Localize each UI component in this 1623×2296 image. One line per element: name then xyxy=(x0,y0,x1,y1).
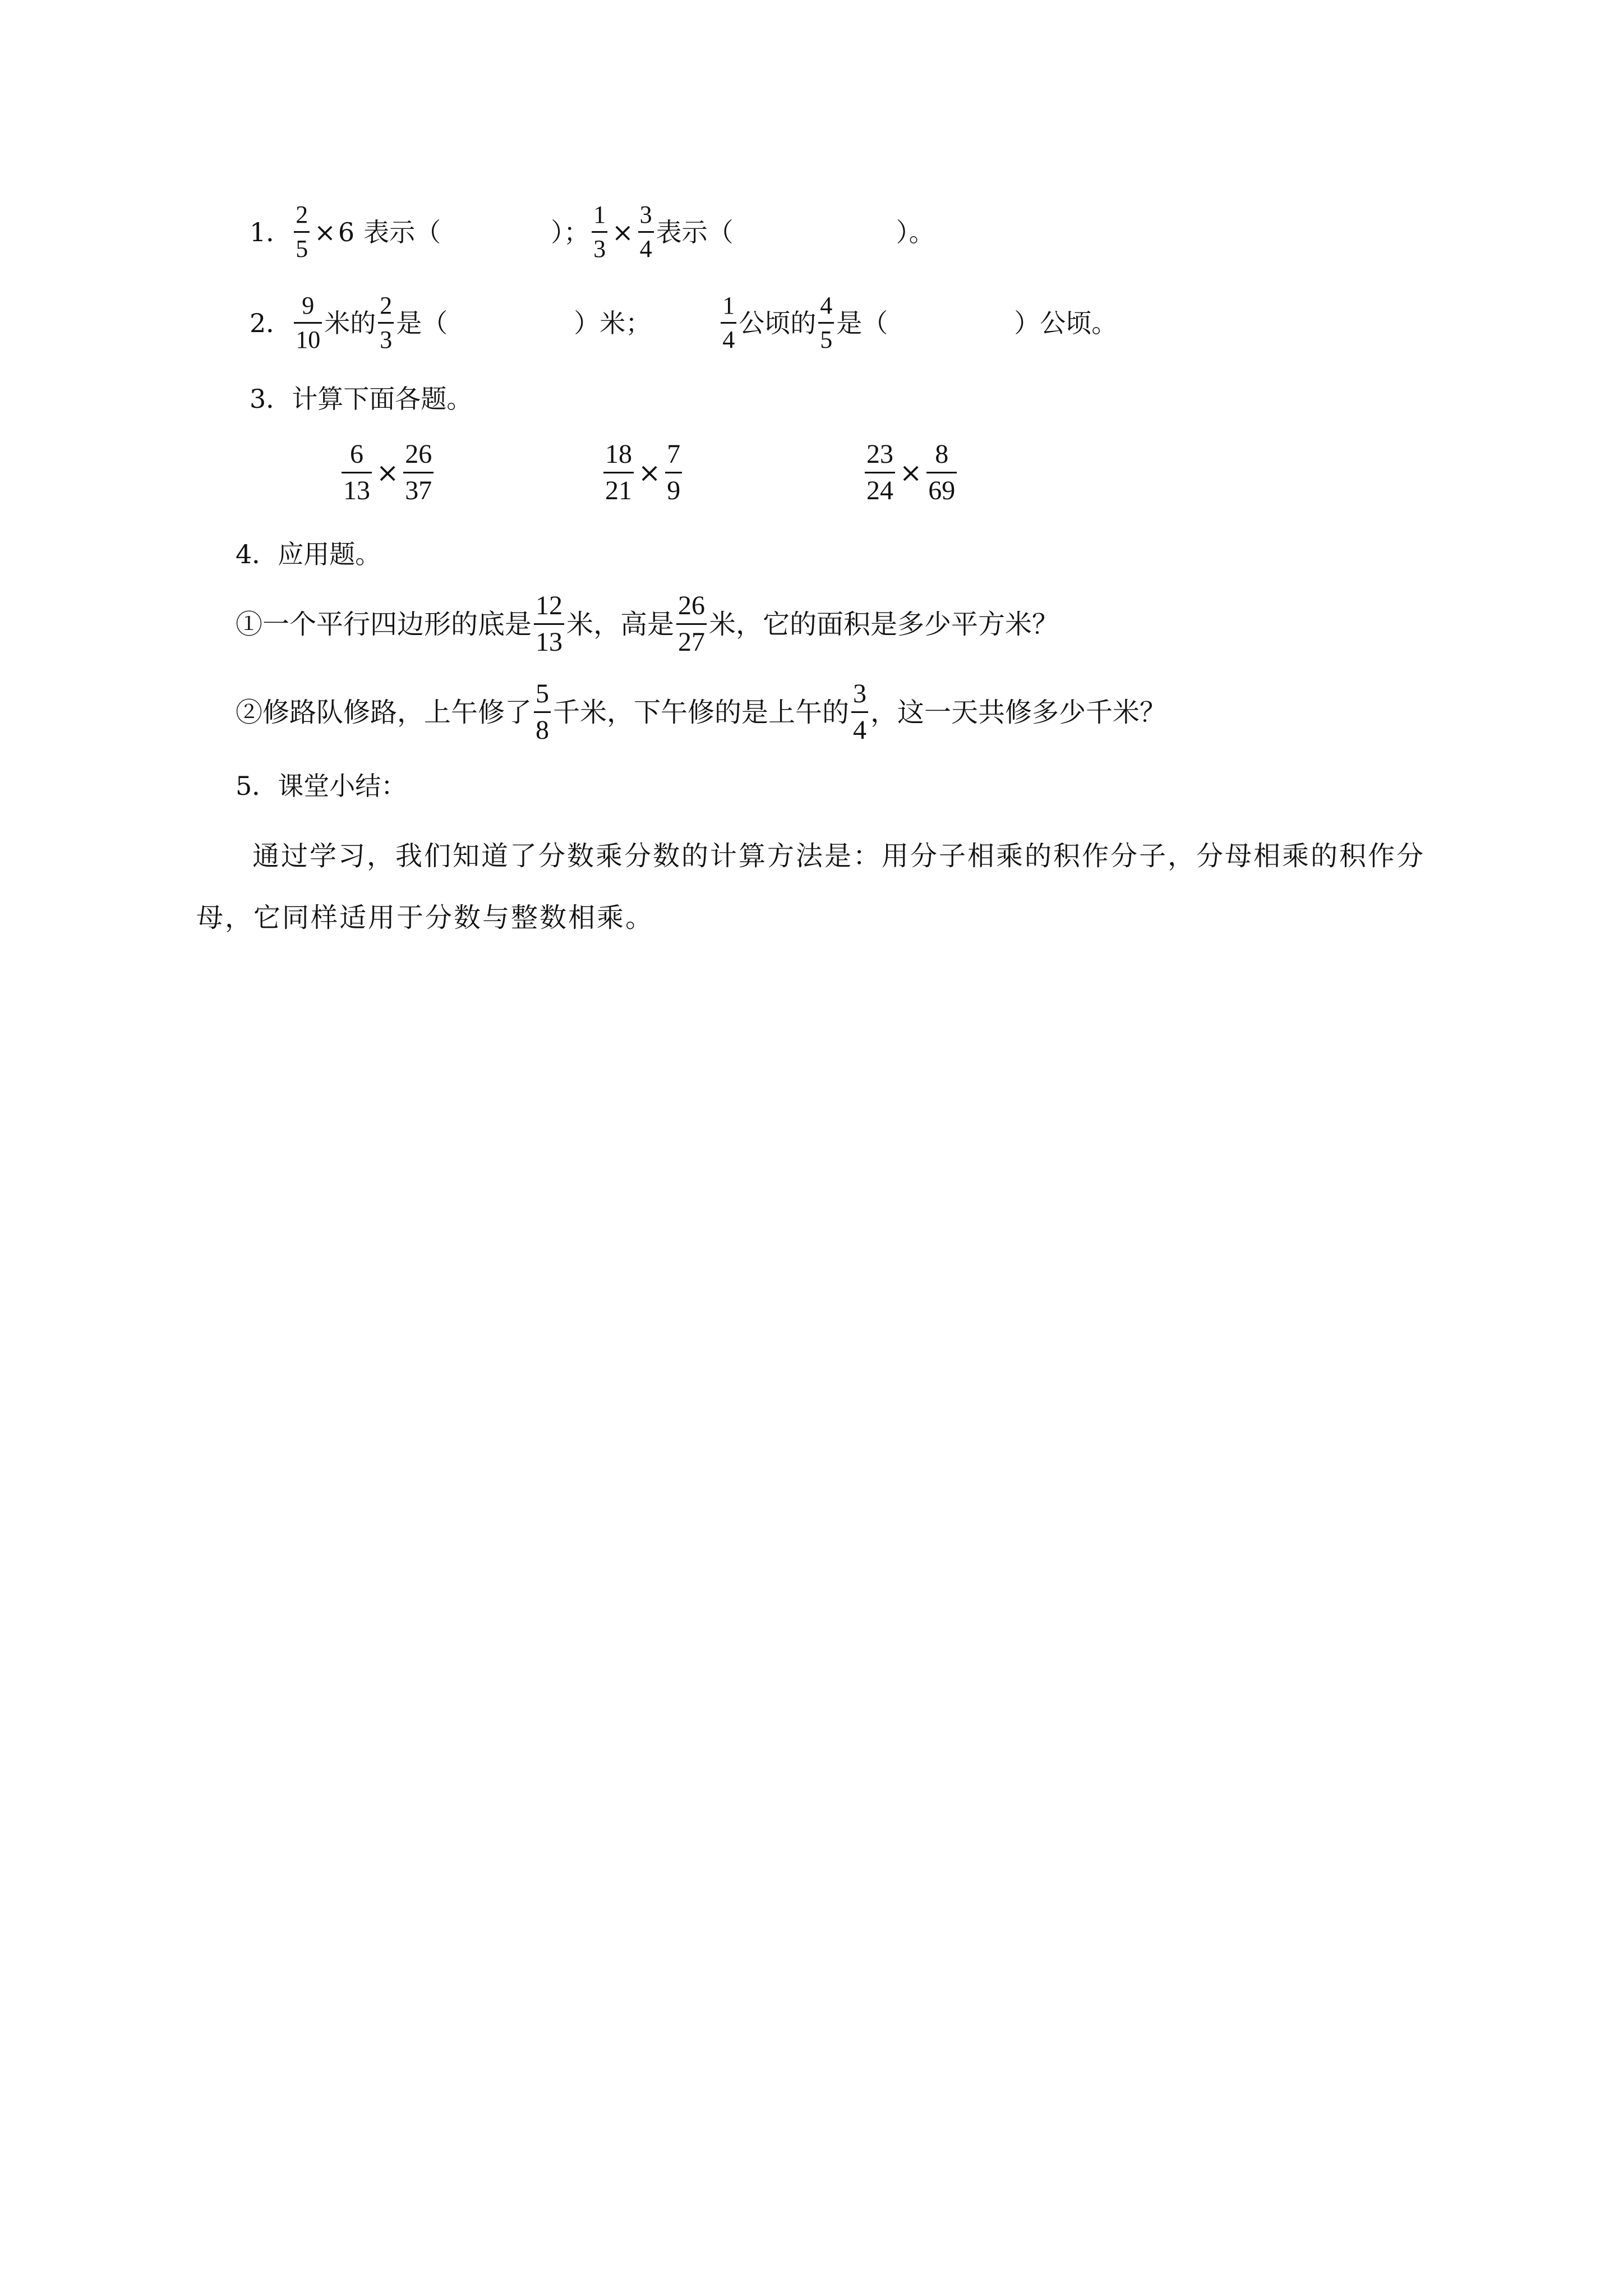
fraction: $\frac{2}{3}$ xyxy=(378,293,394,353)
fraction: $\frac{2}{5}$ xyxy=(294,202,310,262)
fraction: $\frac{8}{69}$ xyxy=(926,440,957,505)
calc-item-2 xyxy=(601,440,684,505)
whole-number: 6 xyxy=(338,217,355,247)
fraction: $\frac{6}{13}$ xyxy=(342,440,372,505)
fraction: $\frac{3}{4}$ xyxy=(638,202,654,262)
multiply-sign: × xyxy=(638,457,661,489)
fraction: $\frac{7}{9}$ xyxy=(665,440,682,505)
q1-text-c: 表示（ xyxy=(656,217,734,247)
question-5-heading: 5．课堂小结： xyxy=(236,771,407,801)
summary-line-2: 母，它同样适用于分数与整数相乘。 xyxy=(196,902,654,933)
question-1 xyxy=(250,202,935,262)
q2-text-d: 公顷的 xyxy=(739,307,817,338)
q2-text-c: ）米； xyxy=(574,307,652,338)
question-3-heading: 3．计算下面各题。 xyxy=(250,384,473,414)
fraction: $\frac{12}{13}$ xyxy=(534,592,564,657)
fraction: $\frac{26}{37}$ xyxy=(403,440,434,505)
word-problem-2: ②修路队修路，上午修了 $\frac{5}{8}$ 千米，下午修的是上午的 $\frac{3}{4}$ ，这一天共修多少千米？ xyxy=(236,679,1167,746)
summary-line-1: 通过学习，我们知道了分数乘分数的计算方法是：用分子相乘的积作分子，分母相乘的积作分 xyxy=(252,840,1426,872)
question-4-heading: 4．应用题。 xyxy=(236,539,381,569)
q1-text-b: ）； xyxy=(551,217,590,247)
fraction: $\frac{1}{4}$ xyxy=(721,293,736,353)
multiply-sign: × xyxy=(314,217,336,247)
fraction: $\frac{18}{21}$ xyxy=(603,440,634,505)
q2-number: 2． xyxy=(250,307,292,338)
fraction: $\frac{4}{5}$ xyxy=(818,293,834,353)
word-problem-1: ①一个平行四边形的底是 $\frac{12}{13}$ 米，高是 $\frac{26}{27}$ 米，它的面积是多少平方米？ xyxy=(236,591,1059,657)
fraction: $\frac{23}{24}$ xyxy=(865,440,895,505)
multiply-sign: × xyxy=(900,457,923,489)
q2-text-e: 是（ xyxy=(836,307,888,338)
question-2 xyxy=(250,293,1117,353)
calc-item-3 xyxy=(863,440,959,505)
multiply-sign: × xyxy=(612,217,634,247)
fraction: $\frac{1}{3}$ xyxy=(592,202,607,262)
q1-text-d: ）。 xyxy=(896,217,935,247)
q1-number: 1． xyxy=(250,217,292,247)
q1-text-a: 表示（ xyxy=(363,217,441,247)
calc-item-1 xyxy=(339,440,436,505)
q2-text-f: ）公顷。 xyxy=(1014,307,1118,338)
fraction: $\frac{5}{8}$ xyxy=(534,680,551,745)
q2-text-a: 米的 xyxy=(324,307,376,338)
multiply-sign: × xyxy=(376,457,399,489)
q2-text-b: 是（ xyxy=(396,307,448,338)
fraction: $\frac{3}{4}$ xyxy=(851,680,868,745)
fraction: $\frac{9}{10}$ xyxy=(294,293,322,353)
fraction: $\frac{26}{27}$ xyxy=(676,592,707,657)
